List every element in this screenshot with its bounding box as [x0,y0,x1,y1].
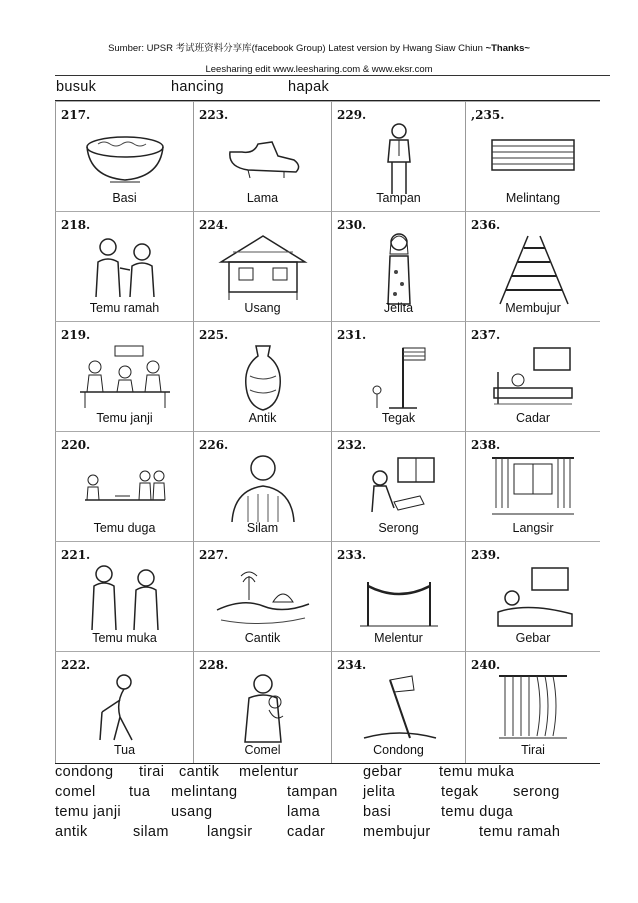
item-number: 225. [199,328,229,342]
item-caption: Tirai [521,743,545,757]
item-number: 231. [337,328,367,342]
grid-cell [55,541,193,651]
item-number: 229. [337,108,367,122]
word-bank-item: langsir [207,824,253,840]
word-bank-item: melentur [239,764,299,780]
word-bank-item: tampan [287,784,338,800]
word-bank-item: serong [513,784,560,800]
item-caption: Membujur [505,301,561,315]
item-caption: Serong [378,521,419,535]
item-caption: Temu duga [93,521,156,535]
item-caption: Temu janji [96,411,153,425]
grid-cell [55,321,193,431]
word-bank [55,764,615,844]
item-caption: Temu muka [92,631,157,645]
item-number: 239. [471,548,501,562]
item-number: 234. [337,658,367,672]
grid-cell [331,431,465,541]
item-caption: Comel [244,743,281,757]
word-bank-item: antik [55,824,88,840]
item-number: 217. [61,108,91,122]
item-number: 232. [337,438,367,452]
item-caption: Gebar [515,631,551,645]
grid-cell [331,651,465,763]
item-number: 220. [61,438,91,452]
item-number: 224. [199,218,229,232]
word-bank-item: tua [129,784,151,800]
picture-word-grid [55,100,600,764]
item-caption: Langsir [512,521,554,535]
item-number: 222. [61,658,91,672]
grid-cell [193,321,331,431]
edit-credit: Leesharing edit www.leesharing.com & www.eksr.com [205,64,433,75]
item-number: 226. [199,438,229,452]
item-number: 236. [471,218,501,232]
grid-cell [465,651,600,763]
word-bank-item: condong [55,764,114,780]
grid-cell [331,211,465,321]
grid-cell [193,541,331,651]
item-caption: Condong [373,743,424,757]
item-number: 223. [199,108,229,122]
word-bank-item: temu duga [441,804,514,820]
grid-cell [465,211,600,321]
top-word: busuk [56,79,97,95]
word-bank-item: cadar [287,824,326,840]
grid-cell [465,541,600,651]
word-bank-item: gebar [363,764,403,780]
item-number: 219. [61,328,91,342]
item-caption: Antik [248,411,277,425]
grid-cell [465,321,600,431]
header-divider [55,75,610,76]
grid-cell [331,101,465,211]
item-caption: Melentur [374,631,423,645]
item-number: 237. [471,328,501,342]
grid-cell [193,101,331,211]
grid-cell [55,211,193,321]
item-caption: Lama [246,191,279,205]
grid-cell [55,431,193,541]
word-bank-item: cantik [179,764,220,780]
top-word: hancing [171,79,224,95]
item-caption: Cadar [515,411,551,425]
word-bank-item: temu ramah [479,824,561,840]
source-header [0,40,638,54]
item-number: 227. [199,548,229,562]
item-number: 218. [61,218,91,232]
item-caption: Usang [244,301,281,315]
item-caption: Cantik [244,631,281,645]
item-caption: Silam [246,521,279,535]
item-number: 240. [471,658,501,672]
grid-cell [55,651,193,763]
word-bank-item: basi [363,804,392,820]
grid-cell [465,101,600,211]
word-bank-item: lama [287,804,321,820]
word-bank-item: comel [55,784,96,800]
top-word: hapak [288,79,330,95]
word-bank-item: tegak [441,784,479,800]
word-bank-item: tirai [139,764,165,780]
grid-cell [55,101,193,211]
item-caption: Melintang [505,191,561,205]
item-number: 233. [337,548,367,562]
word-bank-item: membujur [363,824,431,840]
item-caption: Temu ramah [89,301,160,315]
item-caption: Tegak [381,411,416,425]
word-bank-item: usang [171,804,213,820]
source-text: Sumber: UPSR 考试班资料分享库(facebook Group) Latest version by Hwang Siaw Chiun [108,43,486,54]
item-caption: Tampan [376,191,421,205]
word-bank-item: jelita [363,784,396,800]
thanks-text: ~Thanks~ [485,43,530,54]
grid-cell [331,541,465,651]
item-number: 221. [61,548,91,562]
item-number: 230. [337,218,367,232]
item-caption: Basi [112,191,137,205]
item-number: 238. [471,438,501,452]
item-number: 228. [199,658,229,672]
word-bank-item: melintang [171,784,238,800]
grid-cell [193,211,331,321]
grid-cell [193,651,331,763]
item-caption: Tua [113,743,136,757]
word-bank-item: temu janji [55,804,122,820]
word-bank-item: temu muka [439,764,515,780]
grid-cell [193,431,331,541]
word-bank-item: silam [133,824,169,840]
item-caption: Jelita [383,301,414,315]
grid-cell [465,431,600,541]
grid-cell [331,321,465,431]
item-number: ,235. [471,108,505,122]
